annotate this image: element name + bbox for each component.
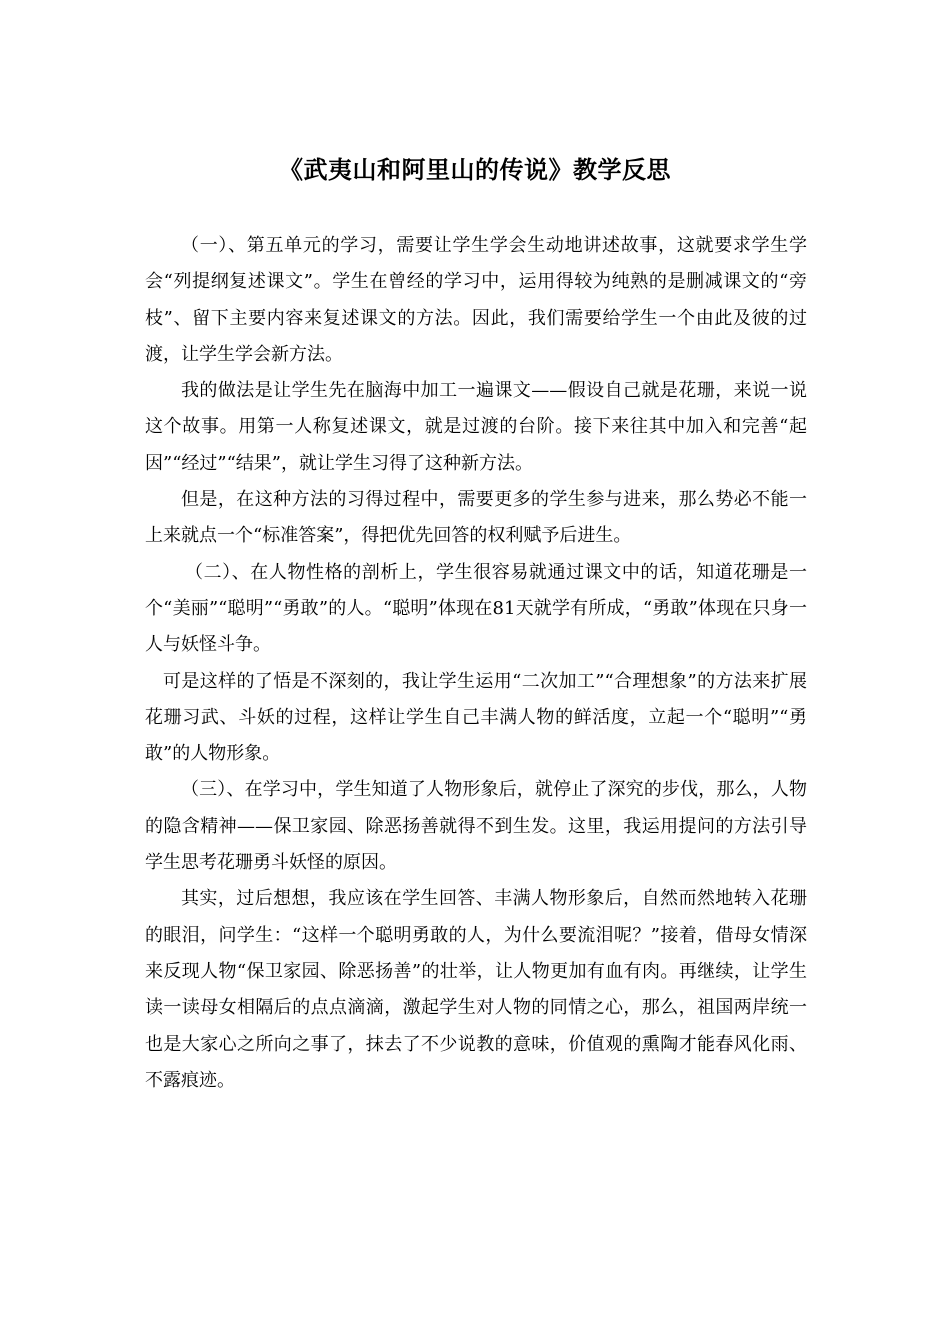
document-title: 《武夷山和阿里山的传说》教学反思 <box>279 155 671 184</box>
paragraph-1: （一）、第五单元的学习，需要让学生学会生动地讲述故事，这就要求学生学会“列提纲复述课文”。学生在曾经的学习中，运用得较为纯熟的是删减课文的“旁枝”、留下主要内容来复述课文的方法。因此，我们需要给学生一个由此及彼的过渡，让学生学会新方法。 <box>145 235 807 365</box>
paragraph-6: （三）、在学习中，学生知道了人物形象后，就停止了深究的步伐，那么，人物的隐含精神——保卫家园、除恶扬善就得不到生发。这里，我运用提问的方法引导学生思考花珊勇斗妖怪的原因。 <box>145 779 807 874</box>
paragraph-7: 其实，过后想想，我应该在学生回答、丰满人物形象后，自然而然地转入花珊的眼泪，问学生：“这样一个聪明勇敢的人，为什么要流泪呢？”接着，借母女情深来反现人物“保卫家园、除恶扬善”的壮举，让人物更加有血有肉。再继续，让学生读一读母女相隔后的点点滴滴，激起学生对人物的同情之心，那么，祖国两岸统一也是大家心之所向之事了，抹去了不少说教的意味，价值观的熏陶才能春风化雨、不露痕迹。 <box>145 888 807 1091</box>
document-body <box>145 228 807 1099</box>
paragraph-3: 但是，在这种方法的习得过程中，需要更多的学生参与进来，那么势必不能一上来就点一个“标准答案”，得把优先回答的权利赋予后进生。 <box>145 489 807 547</box>
paragraph-5: 可是这样的了悟是不深刻的，我让学生运用“二次加工”“合理想象”的方法来扩展花珊习武、斗妖的过程，这样让学生自己丰满人物的鲜活度，立起一个“聪明”“勇敢”的人物形象。 <box>145 670 807 765</box>
paragraph-4: （二）、在人物性格的剖析上，学生很容易就通过课文中的话，知道花珊是一个“美丽”“聪明”“勇敢”的人。“聪明”体现在81天就学有所成，“勇敢”体现在只身一人与妖怪斗争。 <box>145 561 807 656</box>
paragraph-2: 我的做法是让学生先在脑海中加工一遍课文——假设自己就是花珊，来说一说这个故事。用第一人称复述课文，就是过渡的台阶。接下来往其中加入和完善“起因”“经过”“结果”，就让学生习得了这种新方法。 <box>145 380 807 474</box>
